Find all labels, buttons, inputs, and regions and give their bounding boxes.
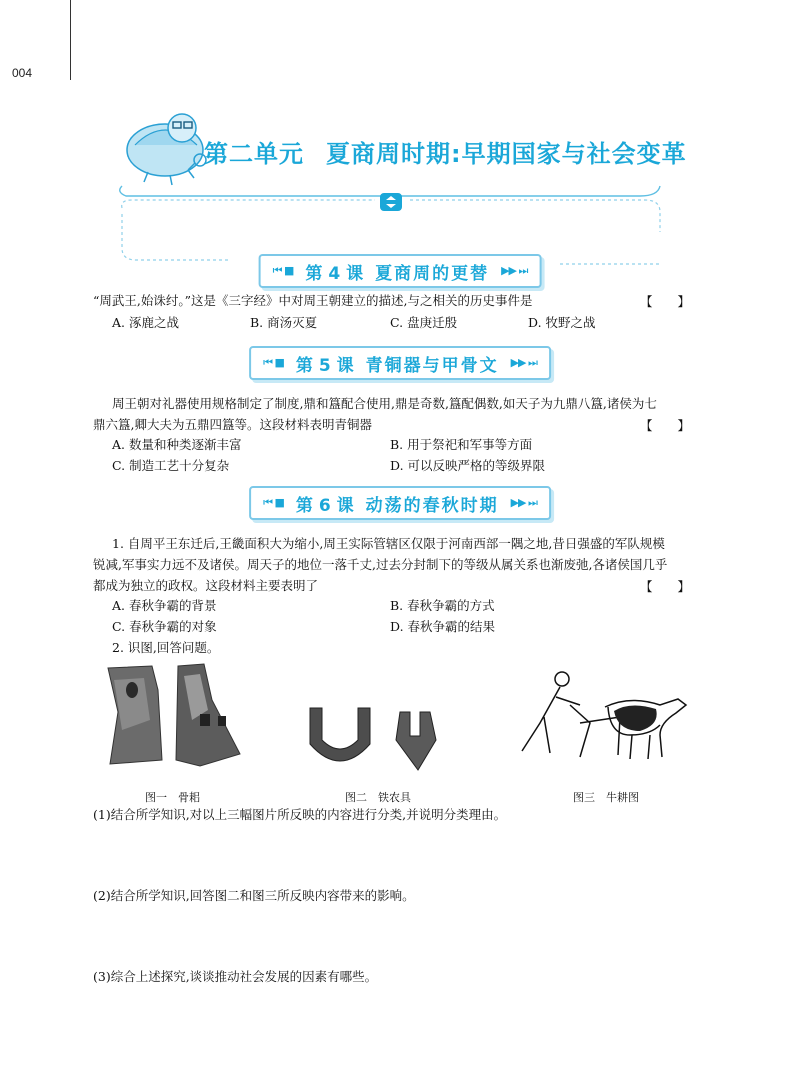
question-1-line1: 1. 自周平王东迁后,王畿面积大为缩小,周王实际管辖区仅限于河南西部一隅之地,昔日强盛的军队规模 xyxy=(112,536,665,551)
unit-name: 夏商周时期:早期国家与社会变革 xyxy=(326,140,687,168)
bone-spade-image xyxy=(100,660,250,770)
sub-question-2: (2)结合所学知识,回答图二和图三所反映内容带来的影响。 xyxy=(93,888,415,903)
lesson-title: 青铜器与甲骨文 xyxy=(365,355,499,376)
option-d: D. 春秋争霸的结果 xyxy=(390,619,496,634)
unit-title xyxy=(204,134,687,169)
skip-back-icon: ⏮ ■ xyxy=(263,356,284,369)
lesson-4-banner xyxy=(259,254,542,288)
answer-bracket: 【 】 xyxy=(640,294,691,309)
skip-forward-icon: ▶▶ ⏭ xyxy=(510,496,537,509)
turtle-mascot-icon xyxy=(127,114,206,185)
lesson-title: 夏商周的更替 xyxy=(375,263,490,284)
option-a: A. 涿鹿之战 xyxy=(112,315,179,330)
option-b: B. 春秋争霸的方式 xyxy=(390,598,495,613)
question-1-line3: 都成为独立的政权。这段材料主要表明了 xyxy=(93,578,319,593)
skip-forward-icon: ▶▶ ⏭ xyxy=(501,264,528,277)
question-1-line2: 锐减,军事实力远不及诸侯。周天子的地位一落千丈,过去分封制下的等级从属关系也渐废弛,各诸侯国几乎 xyxy=(93,557,668,572)
option-a: A. 春秋争霸的背景 xyxy=(112,598,217,613)
expand-toggle-icon xyxy=(380,193,402,211)
option-c: C. 制造工艺十分复杂 xyxy=(112,458,230,473)
sub-question-3: (3)综合上述探究,谈谈推动社会发展的因素有哪些。 xyxy=(93,969,378,984)
answer-bracket: 【 】 xyxy=(640,579,691,594)
skip-back-icon: ⏮ ■ xyxy=(263,496,284,509)
answer-bracket: 【 】 xyxy=(640,418,691,433)
option-d: D. 牧野之战 xyxy=(528,315,596,330)
question-text-line1: 周王朝对礼器使用规格制定了制度,鼎和簋配合使用,鼎是奇数,簋配偶数,如天子为九鼎八簋,诸侯为七 xyxy=(112,396,657,411)
lesson-title: 动荡的春秋时期 xyxy=(365,495,499,516)
ox-plowing-image xyxy=(510,665,700,775)
option-a: A. 数量和种类逐渐丰富 xyxy=(112,437,242,452)
figure-1-caption: 图一 骨耜 xyxy=(145,791,200,804)
page-number: 004 xyxy=(12,66,33,80)
option-c: C. 盘庚迁殷 xyxy=(390,315,458,330)
option-c: C. 春秋争霸的对象 xyxy=(112,619,217,634)
skip-back-icon: ⏮ ■ xyxy=(272,264,294,277)
lesson-6-banner xyxy=(249,486,551,520)
lesson-5-banner xyxy=(249,346,551,380)
iron-tools-image xyxy=(300,700,460,775)
lesson-number: 第 6 课 xyxy=(295,495,354,516)
option-b: B. 用于祭祀和军事等方面 xyxy=(390,437,533,452)
sub-question-1: (1)结合所学知识,对以上三幅图片所反映的内容进行分类,并说明分类理由。 xyxy=(93,807,507,822)
option-b: B. 商汤灭夏 xyxy=(250,315,318,330)
lesson-number: 第 5 课 xyxy=(295,355,354,376)
lesson-number: 第 4 课 xyxy=(305,263,364,284)
option-d: D. 可以反映严格的等级界限 xyxy=(390,458,546,473)
question-text-line2: 鼎六簋,卿大夫为五鼎四簋等。这段材料表明青铜器 xyxy=(93,417,372,432)
unit-label: 第二单元 xyxy=(204,140,304,168)
question-text: “周武王,始诛纣。”这是《三字经》中对周王朝建立的描述,与之相关的历史事件是 xyxy=(93,293,533,308)
skip-forward-icon: ▶▶ ⏭ xyxy=(510,356,537,369)
figure-3-caption: 图三 牛耕图 xyxy=(573,791,639,804)
figure-2-caption: 图二 铁农具 xyxy=(345,791,411,804)
question-2: 2. 识图,回答问题。 xyxy=(112,640,220,655)
